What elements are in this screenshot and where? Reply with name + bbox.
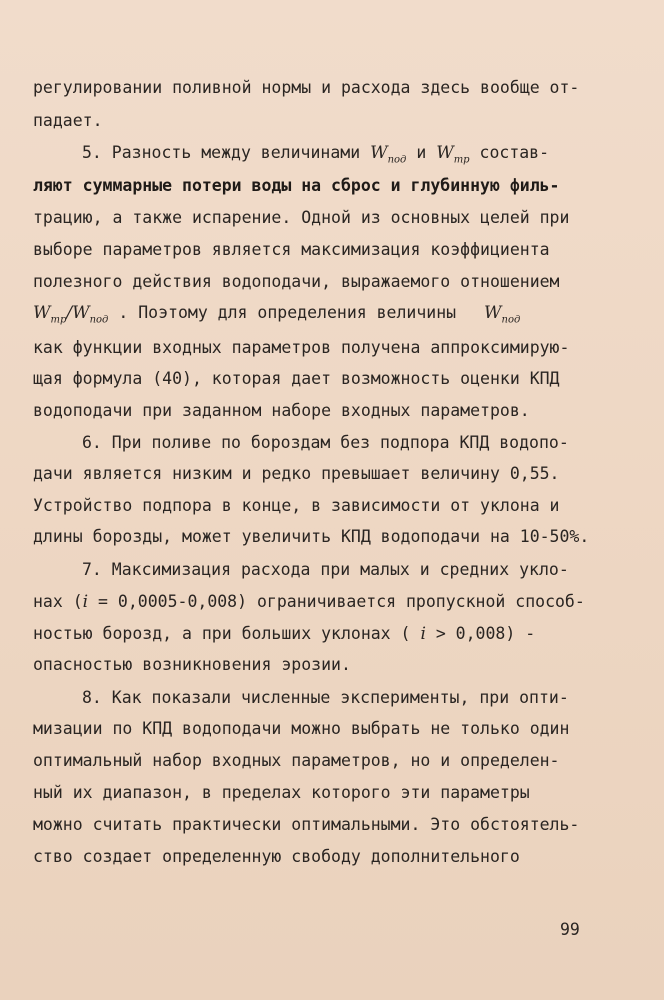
text-line: 7. Максимизация расхода при малых и средних укло-	[82, 560, 569, 579]
text-line: ляют суммарные потери воды на сброс и глубинную филь-	[33, 176, 560, 195]
text-line	[33, 624, 535, 644]
text-line: выборе параметров является максимизация коэффициента	[33, 240, 550, 259]
formula-ratio-slash: /	[66, 303, 73, 323]
text-line: трацию, а также испарение. Одной из основных целей при	[33, 208, 570, 227]
text-span: нах (	[33, 592, 83, 611]
formula-w-pod	[370, 143, 407, 166]
text-line: дачи является низким и редко превышает величину 0,55.	[33, 464, 560, 483]
text-line	[33, 592, 585, 612]
text-span: 5. Разность между величинами	[82, 143, 361, 162]
text-line: можно считать практически оптимальными. Это обстоятель-	[33, 815, 580, 834]
text-line: ство создает определенную свободу дополнительного	[33, 847, 520, 866]
formula-w-pod-2	[484, 303, 521, 326]
text-line: опасностью возникновения эрозии.	[33, 655, 351, 674]
text-line: 6. При поливе по бороздам без подпора КПД водопо-	[82, 433, 569, 452]
text-span: = 0,0005-0,008) ограничивается пропускной способ-	[98, 592, 585, 611]
text-line: оптимальный набор входных параметров, но и определен-	[33, 751, 560, 770]
formula-w-pod-sub: под	[387, 154, 407, 166]
text-span: ностью борозд, а при больших уклонах (	[33, 624, 411, 643]
text-span: состав-	[479, 143, 550, 162]
formula-w-tr-main: W	[436, 143, 454, 163]
text-line: 8. Как показали численные эксперименты, при опти-	[82, 688, 569, 707]
formula-ratio	[33, 303, 109, 326]
formula-i-2: i	[420, 624, 426, 644]
text-span: > 0,008) -	[435, 624, 536, 643]
formula-ratio-w1: W	[33, 303, 51, 323]
text-line: полезного действия водоподачи, выражаемого отношением	[33, 272, 560, 291]
text-line: как функции входных параметров получена аппроксимирую-	[33, 338, 570, 357]
text-line: Устройство подпора в конце, в зависимости от уклона и	[33, 496, 560, 515]
text-line: падает.	[33, 111, 103, 130]
text-line: мизации по КПД водоподачи можно выбрать не только один	[33, 719, 570, 738]
text-line: щая формула (40), которая дает возможность оценки КПД	[33, 369, 560, 388]
text-line: длины борозды, может увеличить КПД водоподачи на 10-50%.	[33, 527, 590, 546]
text-line: регулировании поливной нормы и расхода здесь вообще от-	[33, 78, 580, 97]
text-line: ный их диапазон, в пределах которого эти параметры	[33, 783, 530, 802]
text-span: . Поэтому для определения величины	[118, 303, 457, 322]
formula-ratio-w2: W	[72, 303, 90, 323]
formula-i: i	[82, 592, 89, 612]
formula-w-tr	[436, 143, 470, 166]
formula-w-pod-main: W	[370, 143, 388, 163]
formula-w-pod-2-main: W	[484, 303, 502, 323]
formula-w-pod-2-sub: под	[501, 314, 521, 326]
text-line: водоподачи при заданном наборе входных параметров.	[33, 401, 530, 420]
text-line	[82, 143, 549, 170]
formula-w-tr-sub: тр	[453, 154, 470, 166]
formula-ratio-sub2: под	[89, 314, 109, 326]
text-span: и	[416, 143, 427, 162]
page-number: 99	[560, 920, 580, 939]
text-line	[33, 303, 520, 330]
formula-ratio-sub1: тр	[50, 314, 67, 326]
